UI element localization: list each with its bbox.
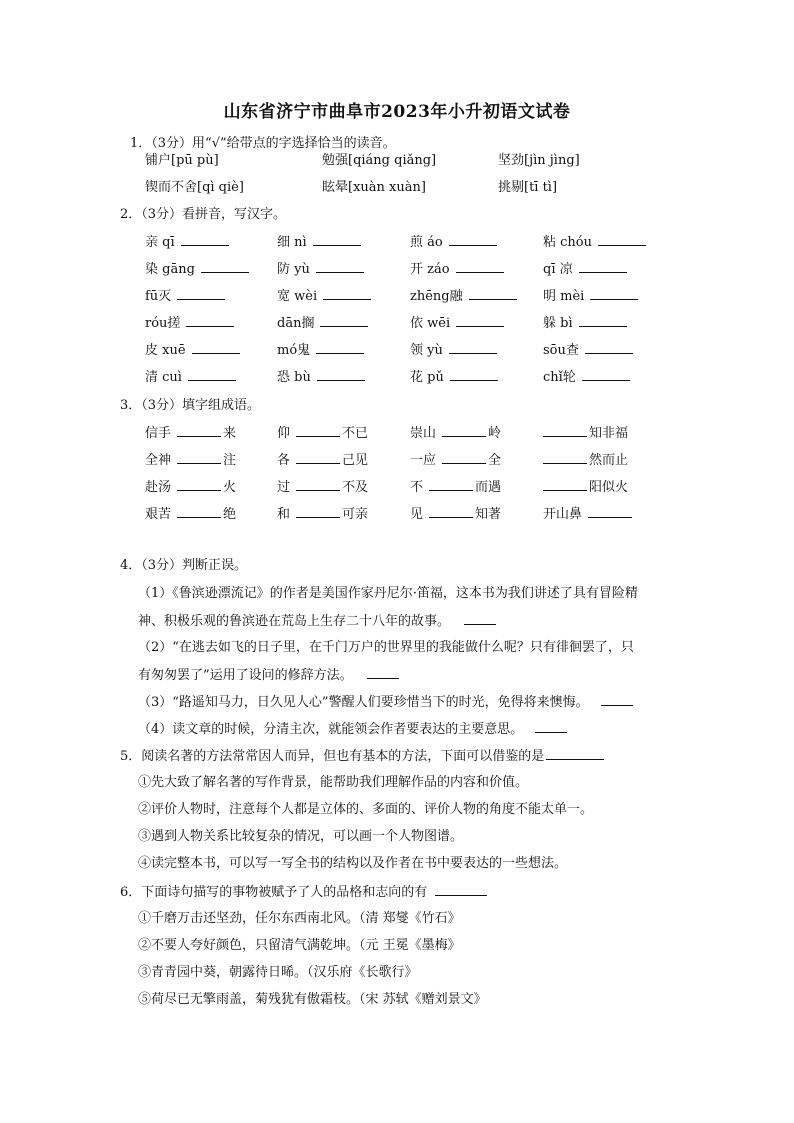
q2-pinyin: 恐 bù: [277, 370, 311, 385]
q3-suffix: 阳似火: [589, 480, 629, 495]
q2-pinyin: 领 yù: [410, 343, 443, 358]
q5-option: ③遇到人物关系比较复杂的情况，可以画一个人物图谱。: [138, 829, 464, 844]
answer-blank[interactable]: [177, 478, 221, 491]
q3-prefix: 和: [277, 507, 291, 522]
answer-blank[interactable]: [579, 260, 627, 273]
q1-item: 锲而不舍[qì qiè]: [145, 180, 244, 195]
answer-blank[interactable]: [435, 883, 487, 896]
q1-item: 坚劲[jìn jìng]: [498, 153, 580, 168]
q2-cell: [145, 314, 236, 333]
q6-option: ⑤荷尽已无擎雨盖，菊残犹有傲霜枝。（宋 苏轼《赠刘景文》: [138, 992, 487, 1007]
answer-blank[interactable]: [317, 368, 365, 381]
q2-pinyin: sōu查: [543, 343, 579, 358]
answer-blank[interactable]: [316, 341, 364, 354]
q3-suffix: 注: [223, 453, 237, 468]
answer-blank[interactable]: [367, 666, 399, 679]
q2-cell: [145, 260, 251, 279]
page-title: 山东省济宁市曲阜市2023年小升初语文试卷: [223, 102, 571, 122]
q1-stem: 1．（3分）用“√”给带点的字选择恰当的读音。: [130, 136, 396, 151]
answer-blank[interactable]: [456, 314, 504, 327]
q5-stem-line: [120, 747, 606, 766]
q3-prefix: 各: [277, 453, 291, 468]
q2-cell: [145, 287, 227, 306]
answer-blank[interactable]: [582, 368, 630, 381]
q2-pinyin: fū灭: [145, 289, 172, 304]
q5-option: ④读完整本书，可以写一写全书的结构以及作者在书中要表达的一些想法。: [138, 856, 568, 871]
q4-p4-line: [138, 720, 569, 739]
q2-cell: [543, 314, 629, 333]
answer-blank[interactable]: [442, 424, 486, 437]
q6-stem: 6．下面诗句描写的事物被赋予了人的品格和志向的有: [120, 885, 428, 900]
q3-cell: [277, 424, 368, 443]
q3-prefix: 崇山: [410, 426, 437, 441]
answer-blank[interactable]: [449, 341, 497, 354]
q3-suffix: 不已: [342, 426, 369, 441]
q6-option: ②不要人夸好颜色，只留清气满乾坤。（元 王冕《墨梅》: [138, 938, 461, 953]
q2-cell: [277, 287, 373, 306]
q3-suffix: 己见: [342, 453, 369, 468]
q2-cell: [543, 233, 648, 252]
q4-p1b: 神、积极乐观的鲁滨逊在荒岛上生存二十八年的故事。: [138, 614, 451, 629]
q4-p4: （4）读文章的时候，分清主次，就能领会作者要表达的主要意思。: [138, 722, 524, 737]
q3-cell: [410, 478, 501, 497]
q3-prefix: 赴汤: [145, 480, 172, 495]
q3-suffix: 全: [488, 453, 502, 468]
q2-cell: [410, 314, 506, 333]
q2-pinyin: dān搁: [277, 316, 315, 331]
answer-blank[interactable]: [192, 341, 240, 354]
q4-p2b-line: [138, 666, 401, 685]
q3-suffix: 而遇: [475, 480, 502, 495]
q2-pinyin: 开 záo: [410, 262, 450, 277]
q2-cell: [410, 287, 519, 306]
q3-prefix: 见: [410, 507, 424, 522]
q2-pinyin: 躲 bì: [543, 316, 573, 331]
q2-pinyin: 染 gāng: [145, 262, 195, 277]
q4-p1b-line: [138, 612, 498, 631]
q3-suffix: 可亲: [342, 507, 369, 522]
q2-pinyin: qī 凉: [543, 262, 573, 277]
q2-cell: [277, 260, 366, 279]
q4-stem: 4．（3分）判断正误。: [120, 558, 248, 573]
q2-cell: [410, 260, 506, 279]
q3-cell: [543, 478, 628, 497]
q3-cell: [410, 505, 501, 524]
q3-suffix: 来: [223, 426, 237, 441]
answer-blank[interactable]: [296, 505, 340, 518]
answer-blank[interactable]: [588, 505, 632, 518]
answer-blank[interactable]: [546, 747, 604, 760]
q2-cell: [277, 341, 366, 360]
q3-suffix: 知著: [475, 507, 502, 522]
q2-pinyin: 煎 áo: [410, 235, 443, 250]
q1-item: 勉强[qiáng qiǎng]: [322, 153, 437, 168]
answer-blank[interactable]: [177, 505, 221, 518]
q2-pinyin: 清 cuì: [145, 370, 182, 385]
q4-p1a: （1）《鲁滨逊漂流记》的作者是美国作家丹尼尔·笛福，这本书为我们讲述了具有冒险精: [138, 586, 638, 601]
q3-prefix: 全神: [145, 453, 172, 468]
q2-pinyin: 亲 qī: [145, 235, 175, 250]
q2-cell: [410, 368, 500, 387]
q2-pinyin: 防 yù: [277, 262, 310, 277]
q3-prefix: 过: [277, 480, 291, 495]
q2-cell: [277, 314, 370, 333]
q2-pinyin: 明 mèi: [543, 289, 585, 304]
answer-blank[interactable]: [296, 424, 340, 437]
q3-suffix: 然而止: [589, 453, 629, 468]
q3-cell: [145, 451, 236, 470]
q5-option: ②评价人物时，注意每个人都是立体的、多面的、评价人物的角度不能太单一。: [138, 802, 594, 817]
q2-stem: 2．（3分）看拼音，写汉字。: [120, 207, 287, 222]
q2-pinyin: 细 nì: [277, 235, 307, 250]
answer-blank[interactable]: [186, 314, 234, 327]
q2-cell: [410, 341, 499, 360]
q1-item: 铺户[pū pù]: [145, 153, 219, 168]
q3-suffix: 岭: [488, 426, 502, 441]
q2-cell: [277, 233, 363, 252]
q3-cell: [145, 424, 236, 443]
answer-blank[interactable]: [543, 451, 587, 464]
q2-pinyin: zhēng融: [410, 289, 463, 304]
answer-blank[interactable]: [201, 260, 249, 273]
q2-pinyin: 宽 wèi: [277, 289, 318, 304]
answer-blank[interactable]: [469, 287, 517, 300]
q2-pinyin: chǐ轮: [543, 370, 576, 385]
q5-stem: 5．阅读名著的方法常常因人而异，但也有基本的方法，下面可以借鉴的是: [120, 749, 545, 764]
q3-cell: [543, 424, 628, 443]
q1-item: 眩晕[xuàn xuàn]: [322, 180, 426, 195]
answer-blank[interactable]: [429, 478, 473, 491]
q4-p2a: （2）“在逃去如飞的日子里，在千门万户的世界里的我能做什么呢？只有徘徊罢了，只: [138, 640, 634, 655]
answer-blank[interactable]: [543, 424, 587, 437]
q3-stem: 3．（3分）填字组成语。: [120, 398, 261, 413]
q3-cell: [410, 424, 501, 443]
q3-cell: [277, 451, 368, 470]
q3-cell: [410, 451, 501, 470]
answer-blank[interactable]: [590, 287, 638, 300]
q4-p3: （3）“路遥知马力，日久见人心”警醒人们要珍惜当下的时光，免得将来懊悔。: [138, 695, 589, 710]
q2-cell: [145, 341, 242, 360]
q2-cell: [145, 233, 231, 252]
q3-cell: [543, 451, 628, 470]
answer-blank[interactable]: [579, 314, 627, 327]
q6-option: ①千磨万击还坚劲，任尔东西南北风。（清 郑燮《竹石》: [138, 911, 461, 926]
answer-blank[interactable]: [323, 287, 371, 300]
answer-blank[interactable]: [313, 233, 361, 246]
answer-blank[interactable]: [177, 451, 221, 464]
q3-prefix: 开山鼻: [543, 507, 583, 522]
q3-cell: [277, 505, 368, 524]
q2-pinyin: 粘 chóu: [543, 235, 592, 250]
answer-blank[interactable]: [429, 505, 473, 518]
q2-pinyin: 皮 xuē: [145, 343, 186, 358]
answer-blank[interactable]: [188, 368, 236, 381]
answer-blank[interactable]: [449, 233, 497, 246]
q5-option: ①先大致了解名著的写作背景，能帮助我们理解作品的内容和价值。: [138, 775, 529, 790]
answer-blank[interactable]: [296, 451, 340, 464]
q4-p2b: 有匆匆罢了”运用了设问的修辞方法。: [138, 668, 353, 683]
answer-blank[interactable]: [456, 260, 504, 273]
answer-blank[interactable]: [535, 720, 567, 733]
answer-blank[interactable]: [181, 233, 229, 246]
answer-blank[interactable]: [601, 693, 633, 706]
q2-pinyin: róu搓: [145, 316, 181, 331]
q3-cell: [543, 505, 634, 524]
q3-suffix: 知非福: [589, 426, 629, 441]
q2-cell: [543, 260, 629, 279]
q4-p3-line: [138, 693, 635, 712]
answer-blank[interactable]: [585, 341, 633, 354]
q6-stem-line: [120, 883, 489, 902]
q3-cell: [145, 505, 236, 524]
q2-cell: [277, 368, 367, 387]
q2-cell: [145, 368, 238, 387]
q3-suffix: 绝: [223, 507, 237, 522]
q2-pinyin: mó鬼: [277, 343, 311, 358]
answer-blank[interactable]: [442, 451, 486, 464]
q2-pinyin: 依 wēi: [410, 316, 451, 331]
q3-cell: [145, 478, 236, 497]
answer-blank[interactable]: [177, 287, 225, 300]
q2-cell: [543, 368, 632, 387]
answer-blank[interactable]: [450, 368, 498, 381]
q3-prefix: 信手: [145, 426, 172, 441]
q1-item: 挑剔[tī tì]: [498, 180, 558, 195]
q6-option: ③青青园中葵，朝露待日晞。（汉乐府《长歌行》: [138, 965, 418, 980]
q2-cell: [543, 287, 640, 306]
answer-blank[interactable]: [543, 478, 587, 491]
q3-prefix: 仰: [277, 426, 291, 441]
q2-pinyin: 花 pǔ: [410, 370, 444, 385]
answer-blank[interactable]: [320, 314, 368, 327]
q2-cell: [410, 233, 499, 252]
answer-blank[interactable]: [296, 478, 340, 491]
answer-blank[interactable]: [464, 612, 496, 625]
q3-cell: [277, 478, 368, 497]
q3-prefix: 不: [410, 480, 424, 495]
answer-blank[interactable]: [316, 260, 364, 273]
answer-blank[interactable]: [177, 424, 221, 437]
q3-suffix: 火: [223, 480, 237, 495]
q3-prefix: 一应: [410, 453, 437, 468]
q2-cell: [543, 341, 635, 360]
answer-blank[interactable]: [598, 233, 646, 246]
q3-prefix: 艰苦: [145, 507, 172, 522]
q3-suffix: 不及: [342, 480, 369, 495]
